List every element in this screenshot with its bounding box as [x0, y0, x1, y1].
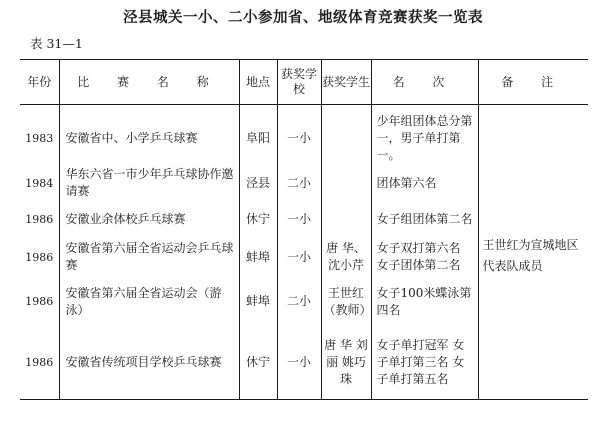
cell-event: 安徽业余体校乒乓球赛	[59, 202, 239, 237]
cell-school: 一小	[277, 237, 321, 277]
table-number: 表 31—1	[30, 36, 83, 51]
header-remark: 备 注	[478, 60, 588, 105]
cell-event: 安徽省第六届全省运动会乒乓球赛	[59, 237, 239, 277]
table-row	[20, 105, 588, 165]
cell-place: 蚌埠	[239, 277, 277, 326]
document-title: 泾县城关一小、二小参加省、地级体育竞赛获奖一览表	[123, 10, 483, 26]
cell-school: 一小	[277, 326, 321, 399]
awards-table	[20, 59, 588, 400]
cell-result: 团体第六名	[371, 164, 478, 202]
cell-student	[321, 164, 371, 202]
cell-school: 二小	[277, 277, 321, 326]
cell-year: 1983	[25, 132, 54, 145]
cell-student: 唐 华、沈小芹	[321, 237, 371, 277]
header-result: 名 次	[371, 60, 478, 105]
header-student: 获奖学生	[321, 60, 371, 105]
cell-school: 一小	[277, 202, 321, 237]
cell-year: 1986	[25, 295, 54, 308]
cell-place: 休宁	[239, 202, 277, 237]
cell-result: 女子组团体第二名	[371, 202, 478, 237]
header-event: 比 赛 名 称	[59, 60, 239, 105]
cell-place: 休宁	[239, 326, 277, 399]
cell-result: 女子双打第六名 女子团体第二名	[371, 237, 478, 277]
cell-school: 二小	[277, 164, 321, 202]
cell-remark	[478, 105, 588, 400]
cell-year: 1986	[25, 213, 54, 226]
cell-event: 华东六省一市少年乒乓球协作邀请赛	[59, 164, 239, 202]
cell-result: 少年组团体总分第一，男子单打第一。	[371, 105, 478, 165]
cell-place: 泾县	[239, 164, 277, 202]
cell-student	[321, 105, 371, 165]
remark-text: 王世红为宣城地区代表队成员	[482, 237, 579, 273]
cell-result: 女子单打冠军 女子单打第三名 女子单打第五名	[371, 326, 478, 399]
header-place: 地点	[239, 60, 277, 105]
cell-student: 王世红（教师）	[321, 277, 371, 326]
cell-year: 1984	[25, 176, 54, 190]
cell-place: 蚌埠	[239, 237, 277, 277]
cell-result: 女子100米蝶泳第四名	[371, 277, 478, 326]
cell-student	[321, 202, 371, 237]
cell-school: 一小	[277, 105, 321, 165]
header-school: 获奖学校	[277, 60, 321, 105]
header-year: 年份	[20, 60, 59, 105]
cell-year: 1986	[25, 355, 54, 369]
cell-student: 唐 华 刘 丽 姚巧珠	[321, 326, 371, 399]
cell-event: 安徽省传统项目学校乒乓球赛	[59, 326, 239, 399]
cell-event: 安徽省中、小学乒乓球赛	[59, 105, 239, 165]
table-header-row	[20, 60, 588, 105]
cell-year: 1986	[25, 250, 54, 264]
cell-place: 阜阳	[239, 105, 277, 165]
cell-event: 安徽省第六届全省运动会（游泳）	[59, 277, 239, 326]
